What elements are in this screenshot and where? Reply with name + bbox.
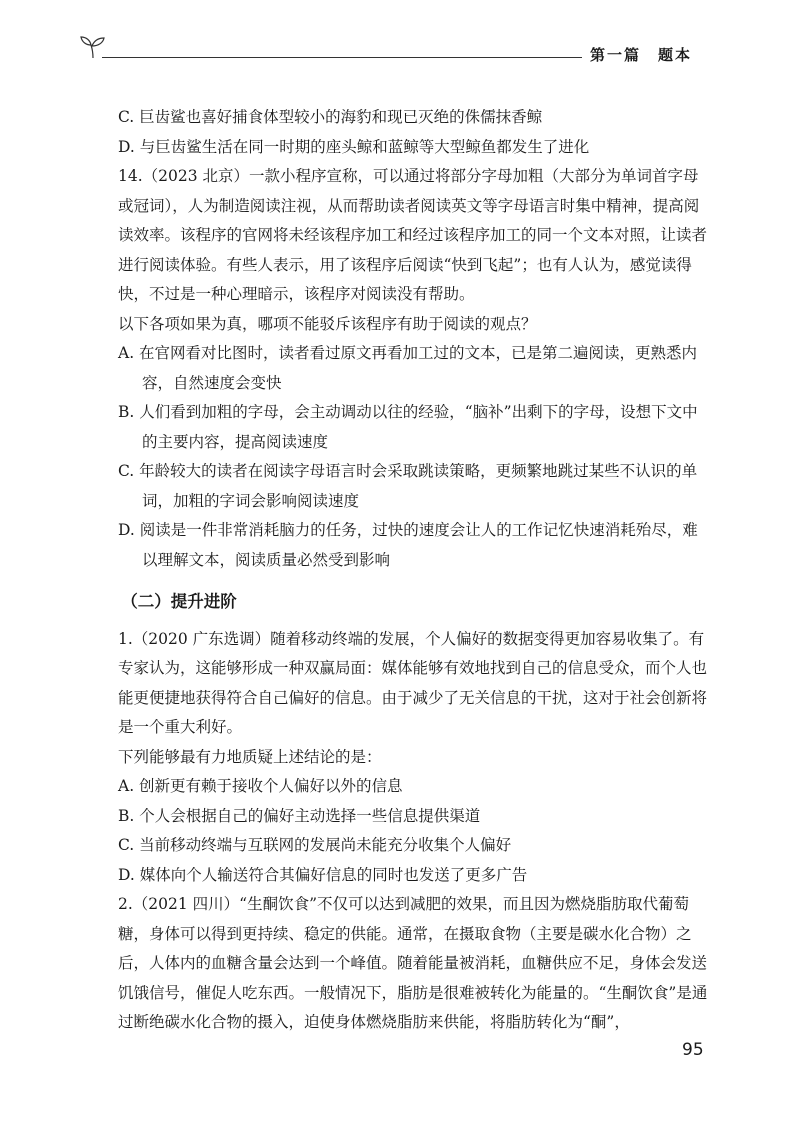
q2-stem: 2.（2021 四川）“生酮饮食”不仅可以达到减肥的效果，而且因为燃烧脂肪取代葡萄糖，身体可以得到更持续、稳定的供能。通常，在摄取食物（主要是碳水化合物）之后，人体内的血糖含量会达到一个峰值。随着能量被消耗，血糖供应不足，身体会发送饥饿信号，催促人吃东西。一般情况下，脂肪是很难被转化为能量的。“生酮饮食”是通过断绝碳水化合物的摄入，迫使身体燃烧脂肪来供能，将脂肪转化为“酮”， [118,895,708,1031]
q1-stem: 1.（2020 广东选调）随着移动终端的发展，个人偏好的数据变得更加容易收集了。有专家认为，这能够形成一种双赢局面：媒体能够有效地找到自己的信息受众，而个人也能更便捷地获得符合自己偏好的信息。由于减少了无关信息的干扰，这对于社会创新将是一个重大利好。 [118,629,708,736]
section-title: （二）提升进阶 [121,592,237,611]
q14-stem: 14.（2023 北京）一款小程序宣称，可以通过将部分字母加粗（大部分为单词首字母或冠词），人为制造阅读注视，从而帮助读者阅读英文等字母语言时集中精神，提高阅读效率。该程序的官网将未经该程序加工和经过该程序加工的同一个文本对照，让读者进行阅读体验。有些人表示，用了该程序后阅读“快到飞起”；也有人认为，感觉读得快，不过是一种心理暗示，该程序对阅读没有帮助。 [118,167,708,303]
header-rule [102,57,582,58]
q13-option-c: C. 巨齿鲨也喜好捕食体型较小的海豹和现已灭绝的侏儒抹香鲸 [118,108,543,126]
q14-option-a: A. 在官网看对比图时，读者看过原文再看加工过的文本，已是第二遍阅读，更熟悉内容，自然速度会变快 [118,344,698,392]
q14-question: 以下各项如果为真，哪项不能驳斥该程序有助于阅读的观点？ [118,314,537,333]
page-number: 95 [682,1040,704,1060]
q14-option-c: C. 年龄较大的读者在阅读字母语言时会采取跳读策略，更频繁地跳过某些不认识的单词，加粗的字词会影响阅读速度 [118,462,698,510]
page-content [118,103,708,1038]
section-label: 第一篇 题本 [590,46,693,64]
q13-option-d: D. 与巨齿鲨生活在同一时期的座头鲸和蓝鲸等大型鲸鱼都发生了进化 [118,137,590,156]
q14-option-d: D. 阅读是一件非常消耗脑力的任务，过快的速度会让人的工作记忆快速消耗殆尽，难以理解文本，阅读质量必然受到影响 [118,521,698,569]
running-header [80,30,710,70]
q1-option-c: C. 当前移动终端与互联网的发展尚未能充分收集个人偏好 [118,836,512,854]
q1-question: 下列能够最有力地质疑上述结论的是： [118,747,382,766]
q1-option-d: D. 媒体向个人输送符合其偏好信息的同时也发送了更多广告 [118,865,528,884]
q1-option-a: A. 创新更有赖于接收个人偏好以外的信息 [118,777,403,795]
q14-option-b: B. 人们看到加粗的字母，会主动调动以往的经验，“脑补”出剩下的字母，设想下文中的主要内容，提高阅读速度 [118,403,698,451]
q1-option-b: B. 个人会根据自己的偏好主动选择一些信息提供渠道 [118,806,481,825]
